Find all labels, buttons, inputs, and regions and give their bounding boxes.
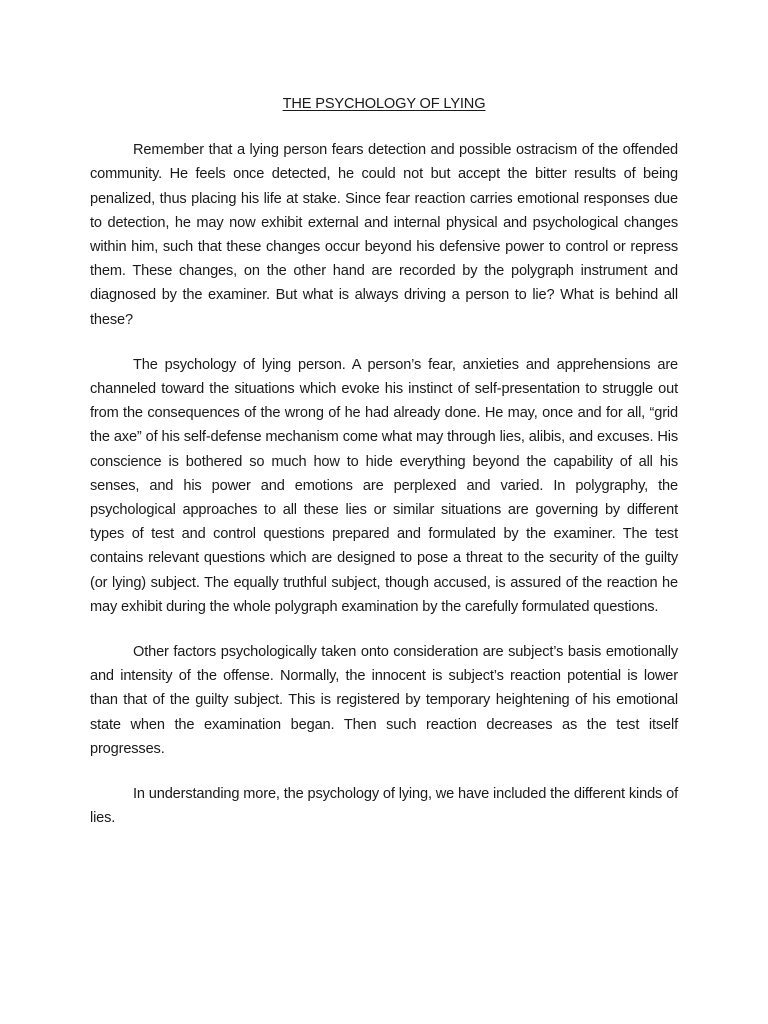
document-title: THE PSYCHOLOGY OF LYING: [282, 96, 486, 112]
document-body: [90, 92, 678, 851]
paragraph-1: Remember that a lying person fears detection and possible ostracism of the offended community. He feels once detected, he could not but accept the bitter results of being penalized, thus placing his life at stake. Since fear reaction carries emotional responses due to detection, he may now exhibit external and internal physical and psychological changes within him, such that these changes occur beyond his defensive power to control or repress them. These changes, on the other hand are recorded by the polygraph instrument and diagnosed by the examiner. But what is always driving a person to lie? What is behind all these?: [90, 142, 678, 328]
paragraph-2: The psychology of lying person. A person’s fear, anxieties and apprehensions are channeled toward the situations which evoke his instinct of self-presentation to struggle out from the consequences of the wrong of he had already done. He may, once and for all, “grid the axe” of his self-defense mechanism come what may through lies, alibis, and excuses. His conscience is bothered so much how to hide everything beyond the capability of all his senses, and his power and emotions are perplexed and varied. In polygraphy, the psychological approaches to all these lies or similar situations are governing by different types of test and control questions prepared and formulated by the examiner. The test contains relevant questions which are designed to pose a threat to the security of the guilty (or lying) subject. The equally truthful subject, though accused, is assured of the reaction he may exhibit during the whole polygraph examination by the carefully formulated questions.: [90, 356, 678, 615]
paragraph-4: In understanding more, the psychology of lying, we have included the different kinds of lies.: [90, 786, 678, 827]
paragraph-3: Other factors psychologically taken onto consideration are subject’s basis emotionally and intensity of the offense. Normally, the innocent is subject’s reaction potential is lower than that of the guilty subject. This is registered by temporary heightening of his emotional state when the examination began. Then such reaction decreases as the test itself progresses.: [90, 644, 678, 757]
